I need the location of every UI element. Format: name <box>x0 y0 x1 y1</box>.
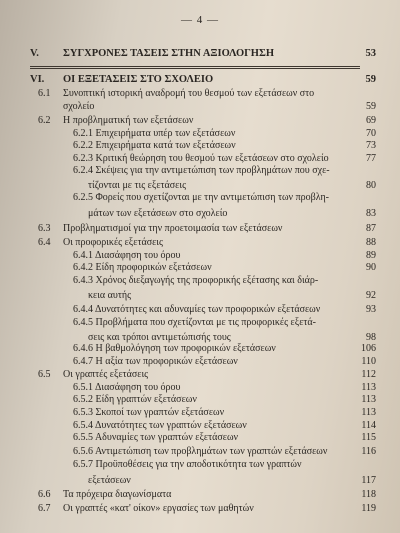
toc-entry-number: 6.7 <box>38 503 51 514</box>
toc-entry-page: 69 <box>366 115 376 126</box>
toc-entry-number: 6.1 <box>38 88 51 99</box>
toc-entry-title: Τα πρόχειρα διαγωνίσματα <box>63 489 172 500</box>
toc-entry-title: 6.5.4 Δυνατότητες των γραπτών εξετάσεων <box>73 420 247 431</box>
toc-entry-page: 115 <box>361 432 376 443</box>
toc-entry-title: 6.5.1 Διασάφηση του όρου <box>73 382 181 393</box>
toc-entry-title: 6.5.6 Αντιμετώπιση των προβλημάτων των γραπτών εξετάσεων <box>73 446 328 457</box>
toc-entry-title: 6.5.3 Σκοποί των γραπτών εξετάσεων <box>73 407 225 418</box>
toc-entry-page: 119 <box>361 503 376 514</box>
toc-entry-title: 6.5.5 Αδυναμίες των γραπτών εξετάσεων <box>73 432 239 443</box>
toc-entry-page: 113 <box>361 407 376 418</box>
toc-entry-title: 6.2.5 Φορείς που σχετίζονται με την αντιμετώπιση των προβλη- <box>73 192 330 203</box>
toc-entry-title: 6.2.2 Επιχειρήματα κατά των εξετάσεων <box>73 140 236 151</box>
toc-entry-number: VI. <box>30 74 45 85</box>
toc-entry-page: 87 <box>366 223 376 234</box>
toc-entry-page: 113 <box>361 382 376 393</box>
toc-entry-page: 73 <box>366 140 376 151</box>
toc-entry-page: 116 <box>361 446 376 457</box>
toc-entry-number: 6.6 <box>38 489 51 500</box>
toc-entry-title: 6.2.3 Κριτική θεώρηση του θεσμού των εξετάσεων στο σχολείο <box>73 153 329 164</box>
toc-entry-page: 59 <box>365 74 376 85</box>
toc-entry-title: 6.2.4 Σκέψεις για την αντιμετώπιση των προβλημάτων που σχε- <box>73 165 330 176</box>
toc-entry-title: ΟΙ ΕΞΕΤΑΣΕΙΣ ΣΤΟ ΣΧΟΛΕΙΟ <box>63 74 214 85</box>
toc-entry-title: Οι γραπτές εξετάσεις <box>63 369 149 380</box>
toc-entry-page: 88 <box>366 237 376 248</box>
toc-entry-page: 114 <box>361 420 376 431</box>
toc-entry-title: ΣΥΓΧΡΟΝΕΣ ΤΑΣΕΙΣ ΣΤΗΝ ΑΞΙΟΛΟΓΗΣΗ <box>63 48 274 59</box>
toc-entry-page: 92 <box>366 290 376 301</box>
toc-entry-title: 6.4.7 Η αξία των προφορικών εξετάσεων <box>73 356 238 367</box>
toc-entry-page: 93 <box>366 304 376 315</box>
toc-entry-title: εξετάσεων <box>88 475 131 486</box>
toc-entry-title: κεια αυτής <box>88 290 132 301</box>
toc-entry-number: 6.4 <box>38 237 51 248</box>
toc-entry-number: 6.2 <box>38 115 51 126</box>
toc-entry-page: 80 <box>366 180 376 191</box>
toc-entry-number: 6.5 <box>38 369 51 380</box>
toc-entry-title: σεις και τρόποι αντιμετώπισής τους <box>88 332 231 343</box>
toc-entry-page: 77 <box>366 153 376 164</box>
toc-entry-page: 53 <box>365 48 376 59</box>
toc-entry-page: 113 <box>361 394 376 405</box>
toc-entry-page: 59 <box>366 101 376 112</box>
toc-entry-title: Οι γραπτές «κατ' οίκον» εργασίες των μαθητών <box>63 503 254 514</box>
toc-entry-title: 6.4.4 Δυνατότητες και αδυναμίες των προφορικών εξετάσεων <box>73 304 321 315</box>
toc-entry-page: 70 <box>366 128 376 139</box>
toc-entry-number: 6.3 <box>38 223 51 234</box>
toc-entry-title: τίζονται με τις εξετάσεις <box>88 180 187 191</box>
toc-entry-title: 6.5.7 Προϋποθέσεις για την αποδοτικότητα των γραπτών <box>73 459 302 470</box>
page-number: — 4 — <box>181 14 219 26</box>
toc-entry-title: 6.2.1 Επιχειρήματα υπέρ των εξετάσεων <box>73 128 236 139</box>
toc-entry-page: 110 <box>361 356 376 367</box>
toc-entry-title: 6.4.1 Διασάφηση του όρου <box>73 250 181 261</box>
toc-entry-title: 6.4.2 Είδη προφορικών εξετάσεων <box>73 262 212 273</box>
toc-entry-title: 6.4.6 Η βαθμολόγηση των προφορικών εξετάσεων <box>73 343 276 354</box>
section-divider-top <box>30 66 360 67</box>
toc-entry-title: Προβληματισμοί για την προετοιμασία των εξετάσεων <box>63 223 283 234</box>
toc-entry-page: 117 <box>361 475 376 486</box>
toc-entry-page: 83 <box>366 208 376 219</box>
toc-entry-page: 89 <box>366 250 376 261</box>
toc-entry-title: 6.4.5 Προβλήματα που σχετίζονται με τις προφορικές εξετά- <box>73 317 316 328</box>
toc-entry-page: 118 <box>361 489 376 500</box>
toc-entry-title: μάτων των εξετάσεων στο σχολείο <box>88 208 228 219</box>
toc-entry-page: 90 <box>366 262 376 273</box>
toc-entry-title: Συνοπτική ιστορική αναδρομή του θεσμού των εξετάσεων στο <box>63 88 315 99</box>
section-divider-bottom <box>30 68 360 69</box>
toc-entry-title: σχολείο <box>63 101 95 112</box>
toc-entry-page: 112 <box>361 369 376 380</box>
toc-entry-title: Οι προφορικές εξετάσεις <box>63 237 163 248</box>
toc-entry-page: 98 <box>366 332 376 343</box>
toc-entry-page: 106 <box>361 343 376 354</box>
toc-entry-title: Η προβληματική των εξετάσεων <box>63 115 194 126</box>
toc-entry-number: V. <box>30 48 39 59</box>
toc-entry-title: 6.4.3 Χρόνος διεξαγωγής της προφορικής εξέτασης και διάρ- <box>73 275 319 286</box>
toc-entry-title: 6.5.2 Είδη γραπτών εξετάσεων <box>73 394 197 405</box>
